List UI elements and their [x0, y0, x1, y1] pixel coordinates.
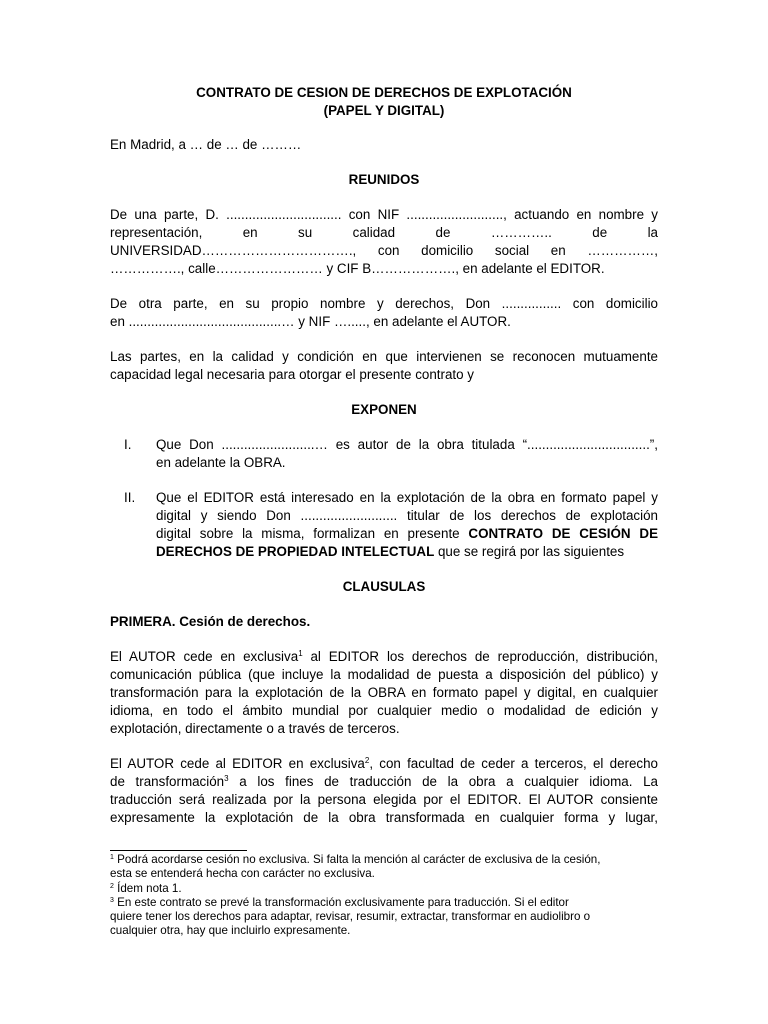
text-line [156, 543, 658, 561]
text-run: al EDITOR los derechos de reproducción, distribución, [302, 649, 659, 664]
text-line: expresamente la explotación de la obra transformada en cualquier forma y lugar, [110, 810, 658, 825]
reunidos-paragraph-3 [110, 348, 658, 384]
text-line: en adelante la OBRA. [156, 455, 286, 470]
reunidos-heading: REUNIDOS [348, 172, 420, 187]
title-line-1: CONTRATO DE CESION DE DERECHOS DE EXPLOTACIÓN [196, 85, 572, 100]
text-line: traducción será realizada por la persona elegida por el EDITOR. El AUTOR consiente [110, 792, 658, 807]
place-date: En Madrid, a … de … de ……… [110, 137, 302, 152]
footnote-mark: 2 [110, 882, 114, 890]
reunidos-paragraph-2 [110, 295, 658, 331]
text-line [110, 755, 658, 773]
item-number: II. [124, 490, 136, 505]
text-run: El AUTOR cede en exclusiva [110, 649, 299, 664]
text-line [110, 882, 658, 896]
text-run: , con facultad de ceder a terceros, el derecho [369, 756, 659, 771]
clause-primera-heading: PRIMERA. Cesión de derechos. [110, 614, 311, 629]
document-body [110, 84, 658, 827]
text-run: de transformación [110, 774, 225, 789]
text-line: cualquier otra, hay que incluirlo expresamente. [110, 924, 351, 938]
item-number: I. [124, 437, 132, 452]
contract-name-bold: CONTRATO DE CESIÓN DE [468, 526, 658, 541]
footnote-separator [110, 850, 247, 851]
text-run: En este contrato se prevé la transformación exclusivamente para traducción. Si el editor [113, 895, 569, 909]
text-line: quiere tener los derechos para adaptar, revisar, resumir, extractar, transformar en audiolibro o [110, 910, 591, 924]
text-line: esta se entenderá hecha con carácter no exclusiva. [110, 867, 375, 881]
text-line: transformación para la explotación de la OBRA en formato papel y digital, en cualquier [110, 685, 658, 700]
text-run: El AUTOR cede al EDITOR en exclusiva [110, 756, 365, 771]
text-run: Podrá acordarse cesión no exclusiva. Si falta la mención al carácter de exclusiva de la cesión, [113, 853, 601, 866]
exponen-item-2 [110, 489, 658, 561]
exponen-heading: EXPONEN [351, 402, 417, 417]
text-line [110, 648, 658, 666]
text-line: representación, en su calidad de ………….. de la [110, 225, 658, 240]
footnote-ref[interactable]: 1 [298, 649, 303, 658]
footnote-2 [110, 882, 658, 896]
footnote-ref[interactable]: 3 [224, 774, 229, 783]
text-line [110, 853, 658, 867]
text-run: que se regirá por las siguientes [434, 544, 625, 559]
reunidos-paragraph-1 [110, 206, 658, 278]
text-line: idioma, en todo el ámbito mundial por cualquier medio o modalidad de edición y [110, 703, 658, 718]
clausulas-heading: CLAUSULAS [342, 579, 426, 594]
footnote-3 [110, 896, 658, 939]
text-line: ……………., calle…………………… y CIF B………………., en adelante el EDITOR. [110, 261, 605, 276]
footnotes [110, 853, 658, 939]
text-line: Las partes, en la calidad y condición en que intervienen se reconocen mutuamente [110, 349, 658, 364]
title-line-2: (PAPEL Y DIGITAL) [323, 103, 445, 118]
text-line: explotación, directamente o a través de terceros. [110, 721, 400, 736]
text-line: Que el EDITOR está interesado en la explotación de la obra en formato papel y [156, 490, 658, 505]
footnote-ref[interactable]: 2 [364, 756, 370, 765]
text-line: De otra parte, en su propio nombre y derechos, Don ................ con domicilio [110, 296, 658, 311]
text-run: digital sobre la misma, formalizan en presente [156, 526, 469, 541]
footnote-mark: 3 [110, 896, 114, 904]
text-run: a los fines de traducción de la obra a cualquier idioma. La [228, 774, 658, 789]
clause-paragraph-1 [110, 648, 658, 738]
text-line: comunicación pública (que incluye la modalidad de puesta a disposición del público) y [110, 667, 658, 682]
document-title [110, 84, 658, 120]
text-line: capacidad legal necesaria para otorgar el presente contrato y [110, 367, 475, 382]
text-line: digital y siendo Don .......................... titular de los derechos de explotación [156, 508, 658, 523]
text-line [156, 525, 658, 543]
footnote-mark: 1 [110, 854, 114, 861]
text-line: Que Don .........................… es autor de la obra titulada “.................................”, [156, 437, 658, 452]
footnote-1 [110, 853, 658, 882]
text-line [110, 773, 658, 791]
text-run: Ídem nota 1. [113, 881, 182, 895]
clause-paragraph-2 [110, 755, 658, 827]
text-line: UNIVERSIDAD……………………………., con domicilio social en ……………, [110, 243, 658, 258]
contract-name-bold: DERECHOS DE PROPIEDAD INTELECTUAL [156, 544, 435, 559]
exponen-item-1 [110, 436, 658, 472]
text-line: en .........................................… y NIF …....., en adelante el AUTOR. [110, 314, 511, 329]
text-line: De una parte, D. ............................... con NIF .........................., actuando en nombre y [110, 207, 658, 222]
text-line [110, 896, 658, 910]
